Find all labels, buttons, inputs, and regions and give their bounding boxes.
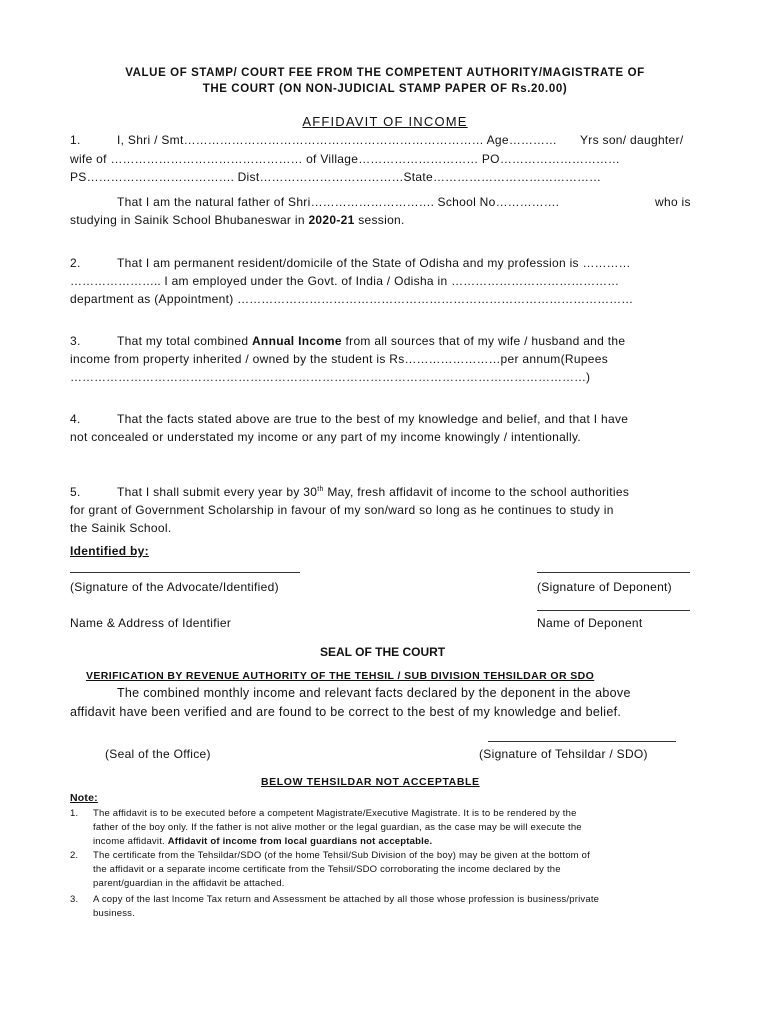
para5-number: 5.	[70, 485, 81, 499]
note-2-number: 2.	[70, 850, 79, 861]
below-tehsildar-notice: BELOW TEHSILDAR NOT ACCEPTABLE	[261, 776, 480, 788]
text-studying: studying in Sainik School Bhubaneswar in	[70, 213, 305, 227]
para2-line1: That I am permanent resident/domicile of the State of Odisha and my profession is …………	[117, 256, 631, 270]
para3-line1-a: That my total combined	[117, 334, 249, 348]
verification-line1: The combined monthly income and relevant facts declared by the deponent in the above	[117, 686, 631, 700]
para2-line2: ………………….. I am employed under the Govt. of India / Odisha in ……………………………………	[70, 274, 620, 288]
para3-line2-a: income from property inherited / owned by the student is Rs	[70, 352, 405, 366]
note-1-line3-bold: Affidavit of income from local guardians not acceptable.	[167, 836, 433, 847]
note-1-line1: The affidavit is to be executed before a competent Magistrate/Executive Magistrate. It is to be rendered by the	[93, 808, 577, 819]
para5-line1-b: May, fresh affidavit of income to the school authorities	[327, 485, 630, 499]
para3-line2: income from property inherited / owned by the student is Rs……………………per annum(Rupees	[70, 352, 609, 366]
tehsildar-signature-line	[488, 741, 676, 742]
label-school-no: School No	[437, 195, 496, 209]
para1b-line1: That I am the natural father of Shri…………………………. School No…………….	[117, 195, 559, 209]
note-3-line2: business.	[93, 908, 135, 919]
para2-number: 2.	[70, 256, 81, 270]
para4-line2: not concealed or understated my income or any part of my income knowingly / intentionally.	[70, 430, 582, 444]
label-village: of Village	[306, 152, 359, 166]
text-session: session.	[358, 213, 405, 227]
session-year: 2020-21	[308, 213, 355, 227]
deponent-name-label: Name of Deponent	[537, 616, 643, 630]
para1-number: 1.	[70, 133, 81, 147]
note-2-line2: the affidavit or a separate income certificate from the Tehsil/SDO corroborating the income declared by the	[93, 864, 561, 875]
para3-line1-b: from all sources that of my wife / husband and the	[345, 334, 626, 348]
para4-line1: That the facts stated above are true to the best of my knowledge and belief, and that I have	[117, 412, 629, 426]
para1b-line2	[70, 213, 405, 227]
para2-line1-text: That I am permanent resident/domicile of the State of Odisha and my profession is	[117, 256, 579, 270]
para1-line3: PS………………………………. Dist………………………………State……………………………………	[70, 170, 601, 184]
annual-income-label: Annual Income	[251, 334, 342, 348]
para1-line1: I, Shri / Smt………………………………………………………………… Age…………	[117, 133, 557, 147]
advocate-signature-label: (Signature of the Advocate/Identified)	[70, 580, 279, 594]
deponent-signature-line	[537, 572, 690, 573]
para1-line2: wife of ………………………………………… of Village………………………… PO…………………………	[70, 152, 620, 166]
label-state: State	[403, 170, 433, 184]
note-1-line2: father of the boy only. If the father is not alive mother or the legal guardian, as the case may be will execute the	[93, 822, 582, 833]
label-shri-smt: I, Shri / Smt	[117, 133, 184, 147]
identified-by-label: Identified by:	[70, 544, 149, 558]
para3-line1	[117, 334, 625, 348]
tehsildar-signature-label: (Signature of Tehsildar / SDO)	[479, 747, 648, 761]
para5-line2: for grant of Government Scholarship in favour of my son/ward so long as he continues to study in	[70, 503, 614, 517]
identifier-name-label: Name & Address of Identifier	[70, 616, 232, 630]
para5-line3: the Sainik School.	[70, 521, 172, 535]
seal-of-office: (Seal of the Office)	[105, 747, 211, 761]
para3-number: 3.	[70, 334, 81, 348]
para5-sup: th	[317, 486, 324, 493]
para4-number: 4.	[70, 412, 81, 426]
text-natural-father: That I am the natural father of Shri	[117, 195, 311, 209]
note-3-number: 3.	[70, 894, 79, 905]
note-1-number: 1.	[70, 808, 79, 819]
header-line-2: THE COURT (ON NON-JUDICIAL STAMP PAPER OF Rs.20.00)	[202, 83, 568, 95]
verification-heading: VERIFICATION BY REVENUE AUTHORITY OF THE TEHSIL / SUB DIVISION TEHSILDAR OR SDO	[86, 670, 595, 682]
label-yrs-son: Yrs son/ daughter/	[580, 133, 684, 147]
para3-line3: …………………………………………………………………………………………………………………)	[70, 370, 591, 384]
note-2-line3: parent/guardian in the affidavit be attached.	[93, 878, 285, 889]
deponent-signature-label: (Signature of Deponent)	[537, 580, 672, 594]
label-dist: Dist	[237, 170, 260, 184]
verification-line2: affidavit have been verified and are found to be correct to the best of my knowledge and belief.	[70, 705, 622, 719]
para3-line3-end: )	[586, 370, 591, 384]
para2-line2-text: I am employed under the Govt. of India / Odisha in	[164, 274, 448, 288]
affidavit-title: AFFIDAVIT OF INCOME	[302, 114, 468, 129]
label-po: PO	[481, 152, 500, 166]
text-who-is: who is	[655, 195, 691, 209]
deponent-name-line	[537, 610, 690, 611]
label-age: Age	[486, 133, 509, 147]
para3-line2-b: per annum(Rupees	[500, 352, 609, 366]
label-ps: PS	[70, 170, 87, 184]
para5-line1-a: That I shall submit every year by 30	[117, 485, 318, 499]
header-line-1: VALUE OF STAMP/ COURT FEE FROM THE COMPETENT AUTHORITY/MAGISTRATE OF	[125, 67, 645, 79]
seal-of-court: SEAL OF THE COURT	[320, 645, 446, 659]
para2-line3-text: department as (Appointment)	[70, 292, 234, 306]
label-wife-of: wife of	[70, 152, 107, 166]
note-1-line3	[93, 836, 432, 847]
note-label: Note:	[70, 792, 98, 804]
para2-line3: department as (Appointment) ………………………………………………………………………………………	[70, 292, 634, 306]
advocate-signature-line	[70, 572, 300, 573]
note-3-line1: A copy of the last Income Tax return and Assessment be attached by all those whose profession is business/private	[93, 894, 600, 905]
note-2-line1: The certificate from the Tehsildar/SDO (of the home Tehsil/Sub Division of the boy) may be given at the bottom of	[93, 850, 590, 861]
para5-line1	[117, 485, 629, 499]
note-1-line3-a: income affidavit.	[93, 836, 165, 847]
